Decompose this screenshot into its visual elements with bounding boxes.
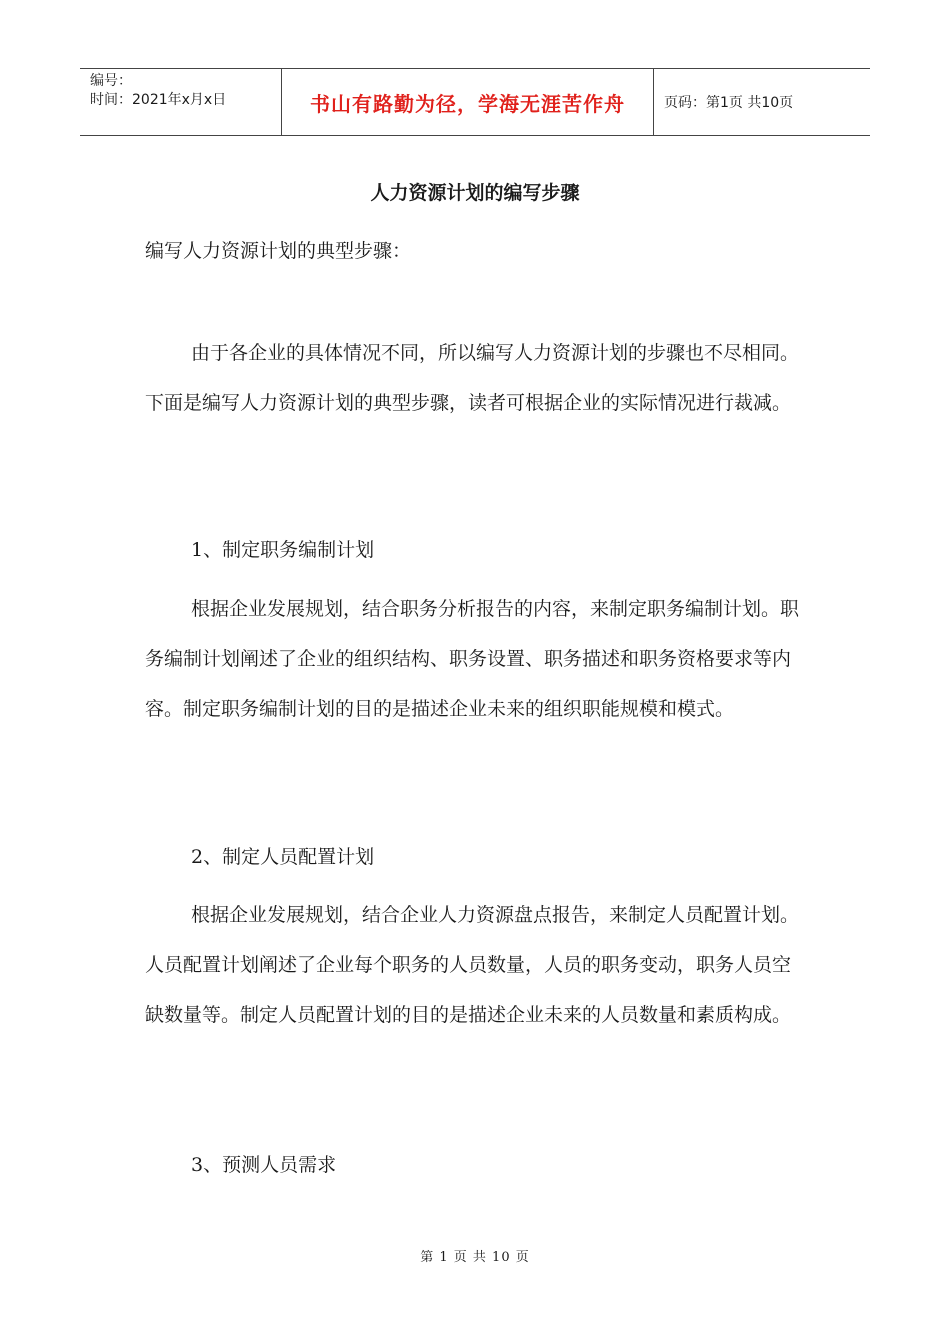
section-2-body: 根据企业发展规划，结合企业人力资源盘点报告，来制定人员配置计划。人员配置计划阐述了企业每个职务的人员数量，人员的职务变动，职务人员空缺数量等。制定人员配置计划的目的是描述企业未来的人员数量和素质构成。 [145, 904, 800, 1026]
number-label: 编号： [90, 73, 132, 89]
section-1-body: 根据企业发展规划，结合职务分析报告的内容，来制定职务编制计划。职务编制计划阐述了企业的组织结构、职务设置、职务描述和职务资格要求等内容。制定职务编制计划的目的是描述企业未来的组织职能规模和模式。 [145, 598, 800, 720]
page-footer: 第 1 页 共 10 页 [420, 1250, 530, 1265]
section-2-heading: 2、制定人员配置计划 [191, 846, 375, 868]
header-page-info: 页码：第1页 共10页 [664, 95, 794, 111]
paragraph-1: 由于各企业的具体情况不同，所以编写人力资源计划的步骤也不尽相同。下面是编写人力资源计划的典型步骤，读者可根据企业的实际情况进行裁减。 [145, 342, 800, 414]
document-title: 人力资源计划的编写步骤 [370, 182, 580, 204]
section-3-heading: 3、预测人员需求 [191, 1154, 337, 1176]
date-label: 时间：2021年x月x日 [90, 92, 227, 108]
intro-paragraph: 编写人力资源计划的典型步骤： [145, 240, 412, 262]
header-motto: 书山有路勤为径，学海无涯苦作舟 [282, 69, 654, 135]
section-1-heading: 1、制定职务编制计划 [191, 539, 375, 561]
page-header [80, 68, 870, 136]
header-meta [80, 69, 282, 135]
